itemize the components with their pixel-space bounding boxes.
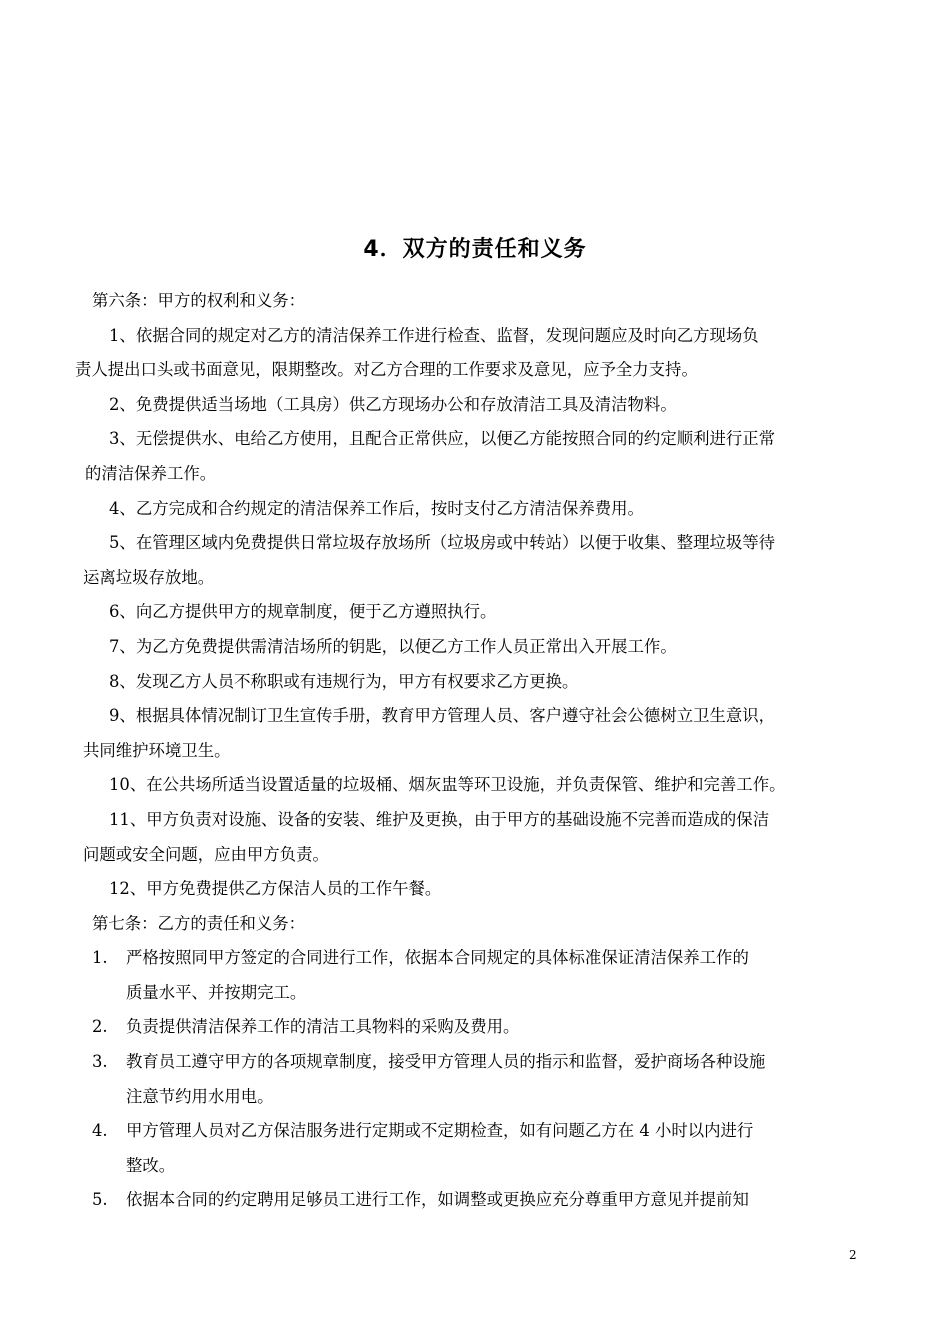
contract-body bbox=[75, 284, 860, 1218]
article-6-item-6: 6、向乙方提供甲方的规章制度，便于乙方遵照执行。 bbox=[109, 602, 497, 622]
article-6-heading: 第六条：甲方的权利和义务： bbox=[92, 291, 306, 310]
article-6-item-9: 9、根据具体情况制订卫生宣传手册，教育甲方管理人员、客户遵守社会公德树立卫生意识， 共同维护环境卫生。 bbox=[83, 706, 776, 760]
article-6-item-8: 8、发现乙方人员不称职或有违规行为，甲方有权要求乙方更换。 bbox=[109, 671, 579, 691]
list-item: 3. 教育员工遵守甲方的各项规章制度，接受甲方管理人员的指示和监督，爱护商场各种设施 注意节约用水用电。 bbox=[92, 1052, 766, 1106]
list-item: 5. 依据本合同的约定聘用足够员工进行工作，如调整或更换应充分尊重甲方意见并提前知 bbox=[92, 1190, 749, 1210]
article-6-item-1: 1、依据合同的规定对乙方的清洁保养工作进行检查、监督，发现问题应及时向乙方现场负 责人提出口头或书面意见，限期整改。对乙方合理的工作要求及意见，应予全力支持。 bbox=[75, 325, 759, 380]
page-number: 2 bbox=[849, 1248, 857, 1262]
article-6-item-3: 3、无偿提供水、电给乙方使用，且配合正常供应，以便乙方能按照合同的约定顺利进行正常 的清洁保养工作。 bbox=[85, 429, 776, 483]
article-6-item-10: 10、在公共场所适当设置适量的垃圾桶、烟灰盅等环卫设施，并负责保管、维护和完善工作。 bbox=[109, 775, 786, 795]
article-6-item-11: 11、甲方负责对设施、设备的安装、维护及更换，由于甲方的基础设施不完善而造成的保洁 问题或安全问题，应由甲方负责。 bbox=[83, 809, 770, 864]
section-title: 4．双方的责任和义务 bbox=[363, 237, 587, 262]
list-item: 1. 严格按照同甲方签定的合同进行工作，依据本合同规定的具体标准保证清洁保养工作的 质量水平、并按期完工。 bbox=[92, 948, 749, 1002]
list-item: 2. 负责提供清洁保养工作的清洁工具物料的采购及费用。 bbox=[92, 1017, 520, 1037]
article-6-item-5: 5、在管理区域内免费提供日常垃圾存放场所（垃圾房或中转站）以便于收集、整理垃圾等待 运离垃圾存放地。 bbox=[83, 533, 776, 587]
article-7-heading: 第七条：乙方的责任和义务： bbox=[92, 913, 306, 933]
list-item: 4. 甲方管理人员对乙方保洁服务进行定期或不定期检查，如有问题乙方在 4 小时以内进行 整改。 bbox=[92, 1121, 754, 1175]
article-6-item-2: 2、免费提供适当场地（工具房）供乙方现场办公和存放清洁工具及清洁物料。 bbox=[109, 394, 677, 414]
article-6-item-12: 12、甲方免费提供乙方保洁人员的工作午餐。 bbox=[109, 879, 442, 899]
article-6-item-7: 7、为乙方免费提供需清洁场所的钥匙，以便乙方工作人员正常出入开展工作。 bbox=[109, 636, 677, 656]
article-7-list bbox=[92, 941, 860, 1218]
article-6-item-4: 4、乙方完成和合约规定的清洁保养工作后，按时支付乙方清洁保养费用。 bbox=[109, 498, 644, 518]
